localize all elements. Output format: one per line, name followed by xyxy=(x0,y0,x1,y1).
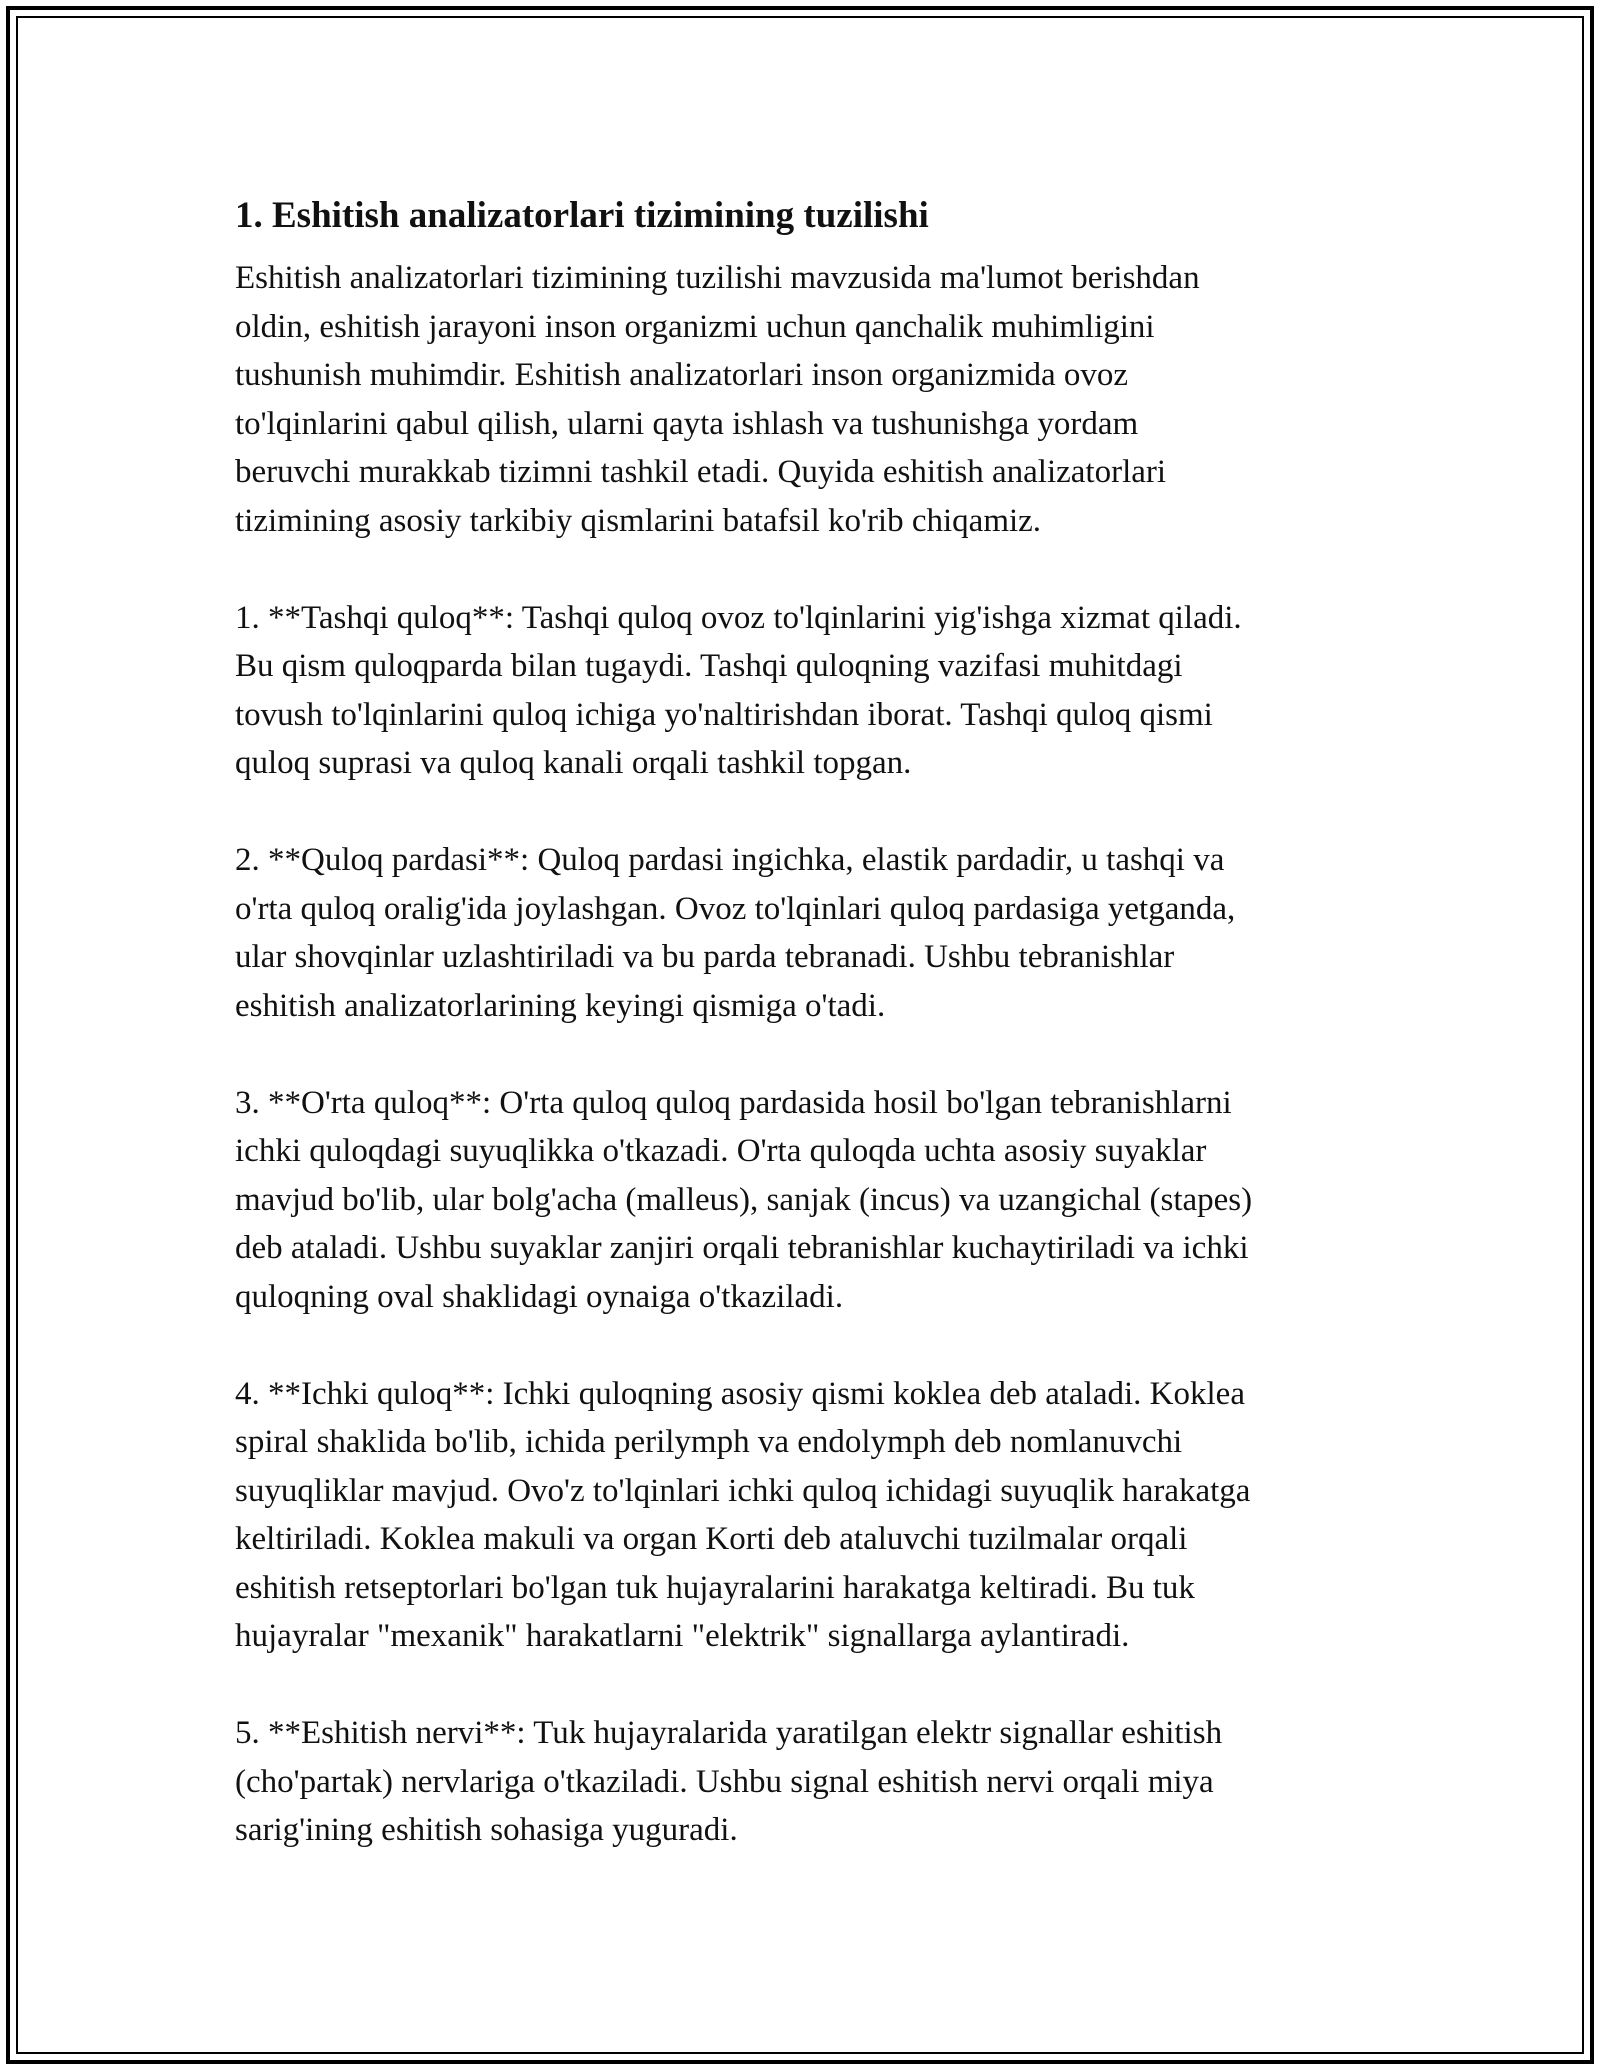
document-body xyxy=(235,188,1385,1855)
document-title: 1. Eshitish analizatorlari tizimining tuzilishi xyxy=(235,195,929,236)
paragraph-spacer xyxy=(235,1321,1385,1370)
paragraph-outer-ear: 1. **Tashqi quloq**: Tashqi quloq ovoz to'lqinlarini yig'ishga xizmat qiladi. Bu qism quloqparda bilan tugaydi. Tashqi quloqning vazifasi muhitdagi tovush to'lqinlarini quloq ichiga yo'naltirishdan iborat. Tashqi quloq qismi quloq suprasi va quloq kanali orqali tashkil topgan. xyxy=(235,599,1242,781)
paragraph-inner-ear: 4. **Ichki quloq**: Ichki quloqning asosiy qismi koklea deb ataladi. Koklea spiral shaklida bo'lib, ichida perilymph va endolymph deb nomlanuvchi suyuqliklar mavjud. Ovo'z to'lqinlari ichki quloq ichidagi suyuqlik harakatga keltiriladi. Koklea makuli va organ Korti deb ataluvchi tuzilmalar orqali eshitish retseptorlari bo'lgan tuk hujayralarini harakatga keltiradi. Bu tuk hujayralar "mexanik" harakatlarni "elektrik" signallarga aylantiradi. xyxy=(235,1375,1251,1654)
paragraph-spacer xyxy=(235,788,1385,837)
paragraph-middle-ear: 3. **O'rta quloq**: O'rta quloq quloq pardasida hosil bo'lgan tebranishlarni ichki quloqdagi suyuqlikka o'tkazadi. O'rta quloqda uchta asosiy suyaklar mavjud bo'lib, ular bolg'acha (malleus), sanjak (incus) va uzangichal (stapes) deb ataladi. Ushbu suyaklar zanjiri orqali tebranishlar kuchaytiriladi va ichki quloqning oval shaklidagi oynaiga o'tkaziladi. xyxy=(235,1084,1253,1315)
intro-paragraph: Eshitish analizatorlari tizimining tuzilishi mavzusida ma'lumot berishdan oldin, eshitish jarayoni inson organizmi uchun qanchalik muhimligini tushunish muhimdir. Eshitish analizatorlari inson organizmida ovoz to'lqinlarini qabul qilish, ularni qayta ishlash va tushunishga yordam beruvchi murakkab tizimni tashkil etadi. Quyida eshitish analizatorlari tizimining asosiy tarkibiy qismlarini batafsil ko'rib chiqamiz. xyxy=(235,260,1200,539)
paragraph-spacer xyxy=(235,1030,1385,1079)
paragraph-spacer xyxy=(235,1661,1385,1710)
paragraph-auditory-nerve: 5. **Eshitish nervi**: Tuk hujayralarida yaratilgan elektr signallar eshitish (cho'partak) nervlariga o'tkaziladi. Ushbu signal eshitish nervi orqali miya sarig'ining eshitish sohasiga yuguradi. xyxy=(235,1715,1223,1848)
title-spacer xyxy=(235,244,1385,254)
paragraph-eardrum: 2. **Quloq pardasi**: Quloq pardasi ingichka, elastik pardadir, u tashqi va o'rta quloq oralig'ida joylashgan. Ovoz to'lqinlari quloq pardasiga yetganda, ular shovqinlar uzlashtiriladi va bu parda tebranadi. Ushbu tebranishlar eshitish analizatorlarining keyingi qismiga o'tadi. xyxy=(235,842,1236,1024)
paragraph-spacer xyxy=(235,545,1385,594)
